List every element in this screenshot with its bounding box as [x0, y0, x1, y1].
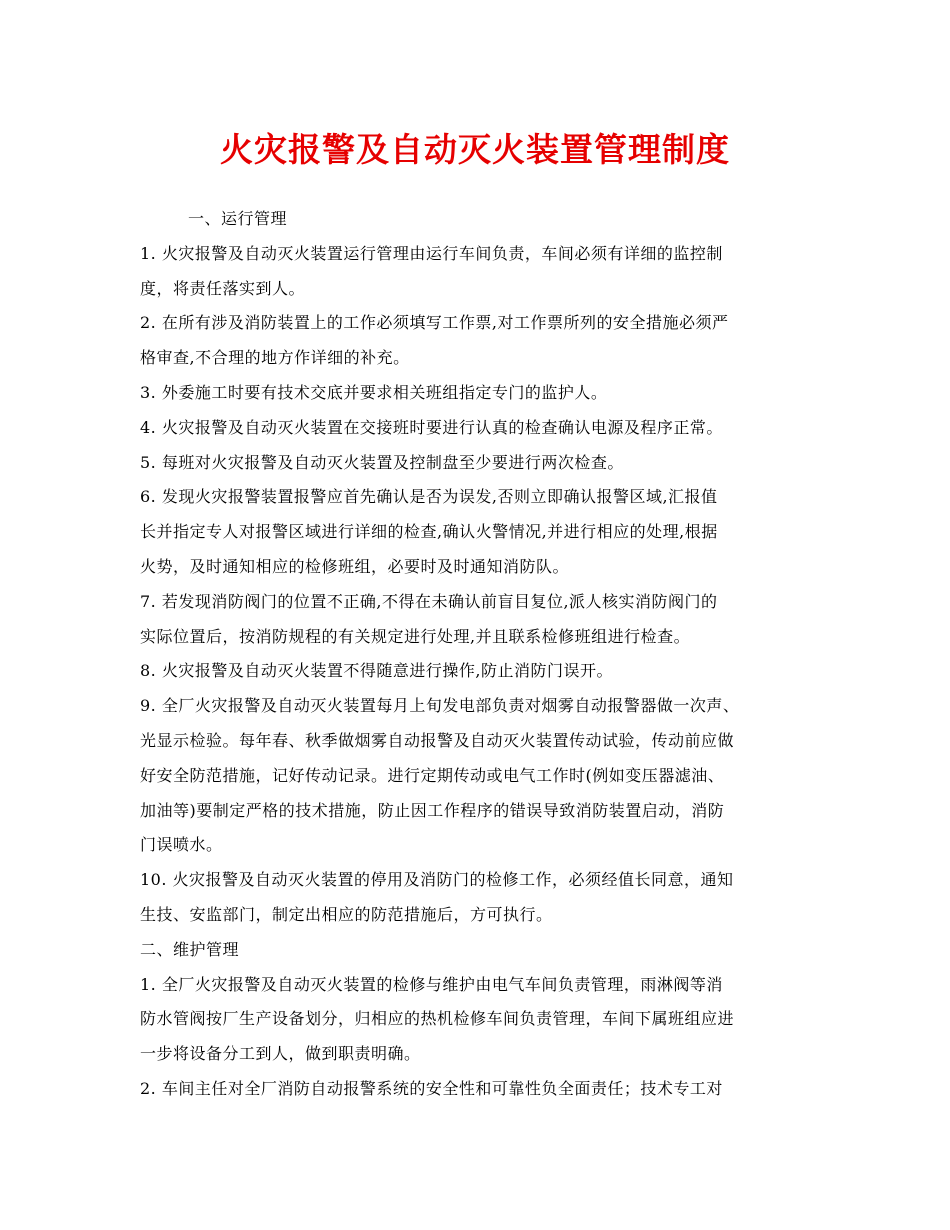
section-heading: 一、运行管理: [188, 209, 288, 228]
text-line: 1. 火灾报警及自动灭火装置运行管理由运行车间负责，车间必须有详细的监控制: [140, 243, 723, 263]
text-line: 一步将设备分工到人，做到职责明确。: [140, 1044, 421, 1064]
text-line: 9. 全厂火灾报警及自动灭火装置每月上旬发电部负责对烟雾自动报警器做一次声、: [140, 696, 740, 716]
text-line: 10. 火灾报警及自动灭火装置的停用及消防门的检修工作，必须经值长同意，通知: [140, 870, 734, 890]
text-line: 生技、安监部门，制定出相应的防范措施后，方可执行。: [140, 904, 553, 924]
text-line: 3. 外委施工时要有技术交底并要求相关班组指定专门的监护人。: [140, 382, 608, 402]
text-line: 1. 全厂火灾报警及自动灭火装置的检修与维护由电气车间负责管理，雨淋阀等消: [140, 974, 723, 994]
text-line: 火势，及时通知相应的检修班组，必要时及时通知消防队。: [140, 556, 570, 576]
text-line: 4. 火灾报警及自动灭火装置在交接班时要进行认真的检查确认电源及程序正常。: [140, 417, 723, 437]
text-line: 加油等)要制定严格的技术措施，防止因工作程序的错误导致消防装置启动，消防: [140, 800, 725, 820]
text-line: 防水管阀按厂生产设备划分，归相应的热机检修车间负责管理，车间下属班组应进: [140, 1009, 735, 1029]
text-line: 2. 车间主任对全厂消防自动报警系统的安全性和可靠性负全面责任；技术专工对: [140, 1078, 723, 1098]
section-heading: 二、维护管理: [140, 939, 240, 959]
text-line: 长并指定专人对报警区域进行详细的检查,确认火警情况,并进行相应的处理,根据: [140, 522, 718, 542]
text-line: 8. 火灾报警及自动灭火装置不得随意进行操作,防止消防门误开。: [140, 661, 613, 681]
text-line: 7. 若发现消防阀门的位置不正确,不得在未确认前盲目复位,派人核实消防阀门的: [140, 591, 718, 611]
text-line: 度，将责任落实到人。: [140, 278, 306, 298]
text-line: 格审查,不合理的地方作详细的补充。: [140, 348, 410, 368]
text-line: 实际位置后，按消防规程的有关规定进行处理,并且联系检修班组进行检查。: [140, 626, 691, 646]
text-line: 6. 发现火灾报警装置报警应首先确认是否为误发,否则立即确认报警区域,汇报值: [140, 487, 718, 507]
text-line: 5. 每班对火灾报警及自动灭火装置及控制盘至少要进行两次检查。: [140, 452, 624, 472]
text-line: 门误喷水。: [140, 835, 223, 855]
text-line: 2. 在所有涉及消防装置上的工作必须填写工作票,对工作票所列的安全措施必须严: [140, 313, 729, 333]
page-title: 火灾报警及自动灭火装置管理制度: [220, 130, 730, 169]
document-body: [140, 202, 820, 1107]
text-line: 好安全防范措施，记好传动记录。进行定期传动或电气工作时(例如变压器滤油、: [140, 765, 725, 785]
text-line: 光显示检验。每年春、秋季做烟雾自动报警及自动灭火装置传动试验，传动前应做: [140, 730, 735, 750]
